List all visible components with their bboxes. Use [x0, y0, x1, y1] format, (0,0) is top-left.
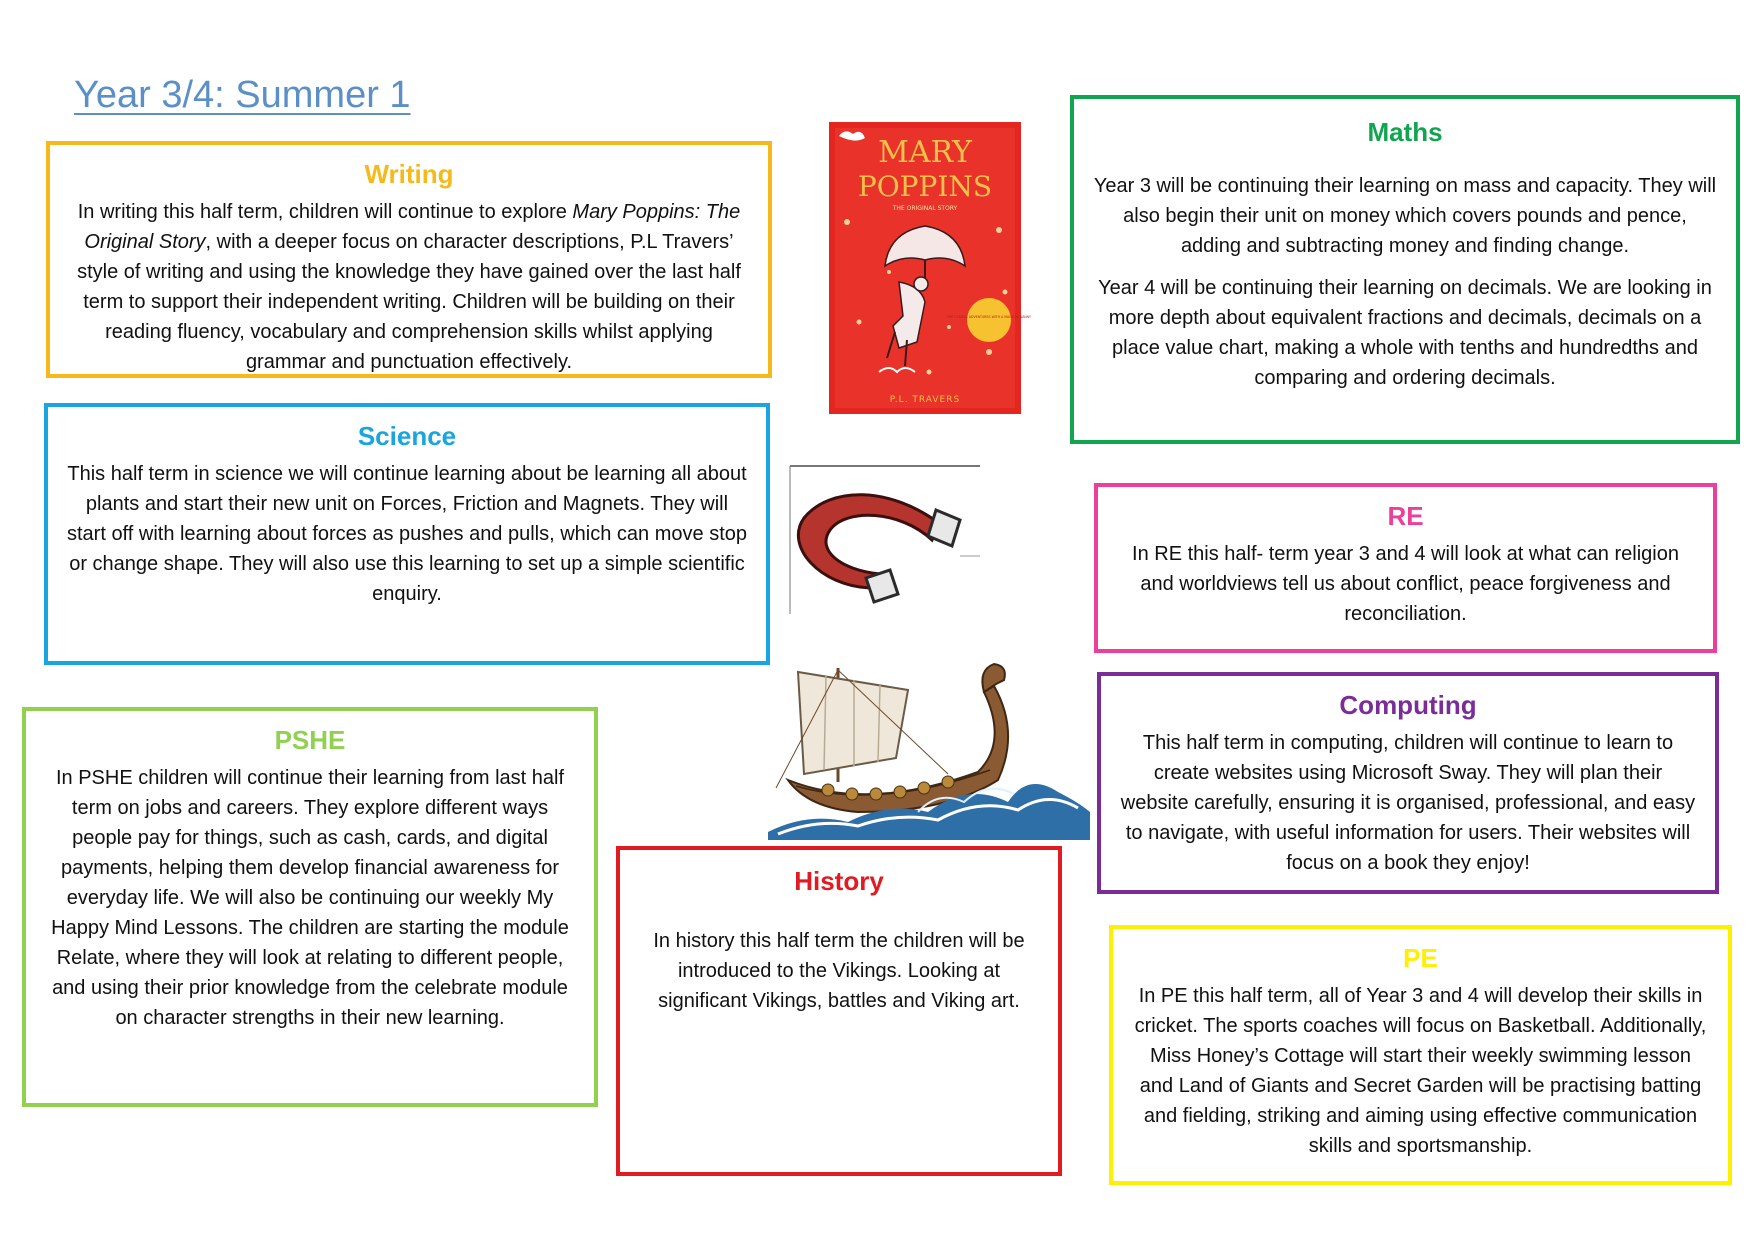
computing-text: This half term in computing, children will continue to learn to create websites using Microsoft Sway. They will plan their website carefully, ensuring it is organised, professional, and easy to navigate, with useful information for users. Their websites will focus on a book they enjoy!: [1120, 732, 1696, 874]
writing-text-intro: In writing this half term, children will continue to explore: [77, 201, 573, 223]
writing-text: [68, 197, 750, 377]
computing-heading: Computing: [1339, 690, 1477, 720]
history-heading: History: [794, 866, 884, 896]
re-panel: [1094, 483, 1717, 653]
science-text: This half term in science we will continue learning about be learning all about plants and start their new unit on Forces, Friction and Magnets. They will start off with learning about forces as pushes and pulls, which can move stop or change shape. They will also use this learning to set up a simple scientific enquiry.: [66, 463, 747, 605]
horseshoe-magnet-image: [790, 466, 980, 614]
viking-ship-image: [768, 662, 1090, 840]
pe-heading: PE: [1403, 943, 1438, 973]
science-heading: Science: [357, 421, 457, 451]
writing-panel: [46, 141, 772, 378]
writing-book-title: Mary Poppins: The Original Story: [84, 201, 741, 253]
maths-year4-text: Year 4 will be continuing their learning on decimals. We are looking in more depth about equivalent fractions and decimals, decimals on a place value chart, making a whole with tenths and hundredths and comparing and ordering decimals.: [1098, 277, 1712, 389]
pe-panel: [1109, 925, 1732, 1185]
book-author: P.L. TRAVERS: [889, 395, 961, 405]
mary-poppins-book-cover-image: [829, 122, 1031, 414]
computing-panel: [1097, 672, 1719, 894]
maths-year3-text: Year 3 will be continuing their learning on mass and capacity. They will also begin their unit on money which covers pounds and pence, adding and subtracting money and finding change.: [1093, 175, 1717, 257]
book-title-line1: MARY: [878, 135, 972, 170]
book-badge-text: THE CLASSIC ADVENTURES WITH A MAGICAL NANNY: [947, 315, 1031, 319]
re-text: In RE this half- term year 3 and 4 will look at what can religion and worldviews tell us about conflict, peace forgiveness and reconciliation.: [1132, 543, 1679, 625]
maths-heading: Maths: [1367, 117, 1443, 147]
maths-panel: [1070, 95, 1740, 444]
page-title: Year 3/4: Summer 1: [74, 74, 411, 116]
history-text: In history this half term the children will be introduced to the Vikings. Looking at significant Vikings, battles and Viking art.: [653, 930, 1025, 1012]
writing-text-rest: , with a deeper focus on character descriptions, P.L Travers’ style of writing and using the knowledge they have gained over the last half term to support their independent writing. Children will be building on their reading fluency, vocabulary and comprehension skills whilst applying grammar and punctuation effectively.: [77, 231, 741, 373]
book-subtitle: THE ORIGINAL STORY: [892, 205, 958, 212]
science-panel: [44, 403, 770, 665]
pshe-heading: PSHE: [274, 725, 346, 755]
history-panel: [616, 846, 1062, 1176]
writing-heading: Writing: [364, 159, 454, 189]
pshe-text: In PSHE children will continue their learning from last half term on jobs and careers. They explore different ways people pay for things, such as cash, cards, and digital payments, helping them develop financial awareness for everyday life. We will also be continuing our weekly My Happy Mind Lessons. The children are starting the module Relate, where they will look at relating to different people, and using their prior knowledge from the celebrate module on character strengths in their new learning.: [51, 767, 569, 1029]
pshe-panel: [22, 707, 598, 1107]
book-title-line2: POPPINS: [857, 170, 993, 203]
pe-text: In PE this half term, all of Year 3 and 4 will develop their skills in cricket. The sports coaches will focus on Basketball. Additionally, Miss Honey’s Cottage will start their weekly swimming lesson and Land of Giants and Secret Garden will be practising batting and fielding, striking and aiming using effective communication skills and sportsmanship.: [1134, 985, 1707, 1157]
re-heading: RE: [1387, 501, 1424, 531]
